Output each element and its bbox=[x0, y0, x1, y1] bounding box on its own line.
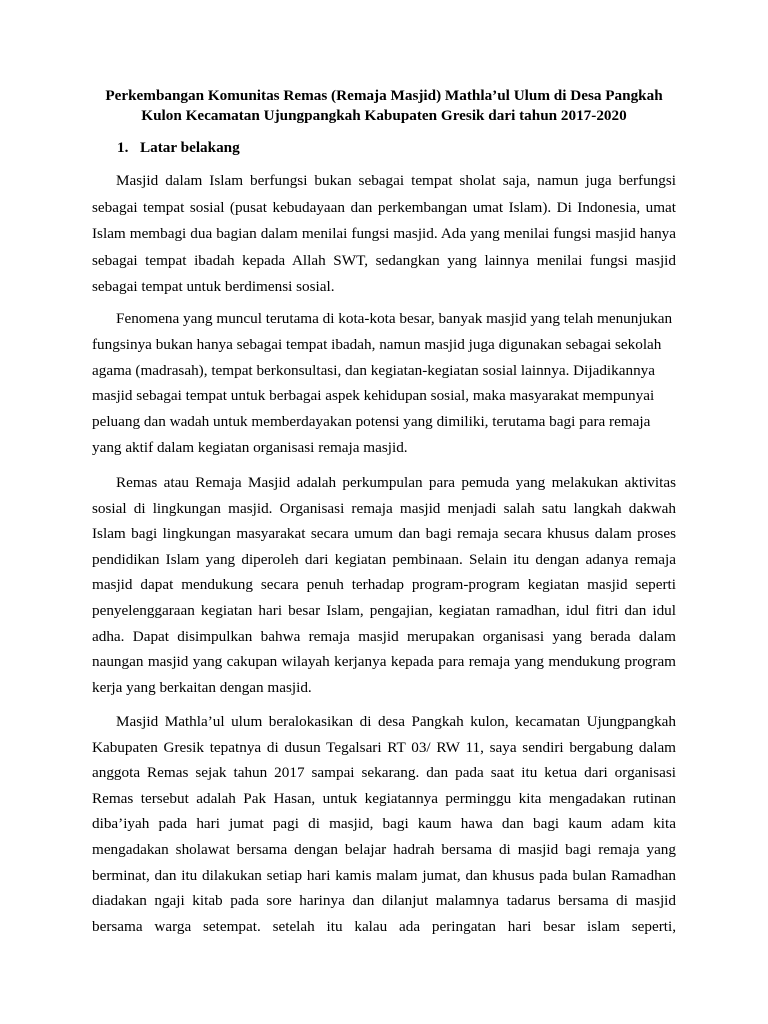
paragraph-4: Masjid Mathla’ul ulum beralokasikan di desa Pangkah kulon, kecamatan Ujungpangkah Kabupaten Gresik tepatnya di dusun Tegalsari RT 03/ RW 11, saya sendiri bergabung dalam anggota Remas sejak tahun 2017 sampai sekarang. dan pada saat itu ketua dari organisasi Remas tersebut adalah Pak Hasan, untuk kegiatannya perminggu kita mengadakan rutinan diba’iyah pada hari jumat pagi di masjid, bagi kaum hawa dan bagi kaum adam kita mengadakan sholawat bersama dengan belajar hadrah bersama di masjid bagi remaja yang berminat, dan itu dilakukan setiap hari kamis malam jumat, dan khusus pada bulan Ramadhan diadakan ngaji kitab pada sore harinya dan dilanjut malamnya tadarus bersama di masjid bersama warga setempat. setelah itu kalau ada peringatan hari besar islam seperti, bbox=[92, 713, 676, 935]
paragraph-1: Masjid dalam Islam berfungsi bukan sebagai tempat sholat saja, namun juga berfungsi sebagai tempat sosial (pusat kebudayaan dan perkembangan umat Islam). Di Indonesia, umat Islam membagi dua bagian dalam menilai fungsi masjid. Ada yang menilai fungsi masjid hanya sebagai tempat ibadah kepada Allah SWT, sedangkan yang lainnya menilai fungsi masjid sebagai tempat untuk berdimensi sosial. bbox=[92, 172, 676, 296]
paragraph-2: Fenomena yang muncul terutama di kota-kota besar, banyak masjid yang telah menunjukan fungsinya bukan hanya sebagai tempat ibadah, namun masjid juga digunakan sebagai sekolah agama (madrasah), tempat berkonsultasi, dan kegiatan-kegiatan sosial lainnya. Dijadikannya masjid sebagai tempat untuk berbagai aspek kehidupan sosial, maka masyarakat mempunyai peluang dan wadah untuk memberdayakan potensi yang dimiliki, terutama bagi para remaja yang aktif dalam kegiatan organisasi remaja masjid. bbox=[92, 310, 673, 456]
document-title: Perkembangan Komunitas Remas (Remaja Masjid) Mathla’ul Ulum di Desa Pangkah Kulon Kecamatan Ujungpangkah Kabupaten Gresik dari tahun 2017-2020 bbox=[105, 87, 663, 124]
paragraph-3: Remas atau Remaja Masjid adalah perkumpulan para pemuda yang melakukan aktivitas sosial di lingkungan masjid. Organisasi remaja masjid menjadi salah satu langkah dakwah Islam bagi lingkungan masyarakat secara umum dan bagi remaja secara khusus dalam proses pendidikan Islam yang diperoleh dari kegiatan pembinaan. Selain itu dengan adanya remaja masjid dapat mendukung secara penuh terhadap program-program kegiatan masjid seperti penyelenggaraan kegiatan hari besar Islam, pengajian, kegiatan ramadhan, idul fitri dan idul adha. Dapat disimpulkan bahwa remaja masjid merupakan organisasi yang berada dalam naungan masjid yang cakupan wilayah kerjanya kepada para remaja yang mendukung program kerja yang berkaitan dengan masjid. bbox=[92, 474, 676, 696]
section-number: 1. bbox=[117, 139, 129, 156]
section-heading bbox=[117, 138, 240, 158]
section-heading-text: Latar belakang bbox=[140, 139, 240, 156]
